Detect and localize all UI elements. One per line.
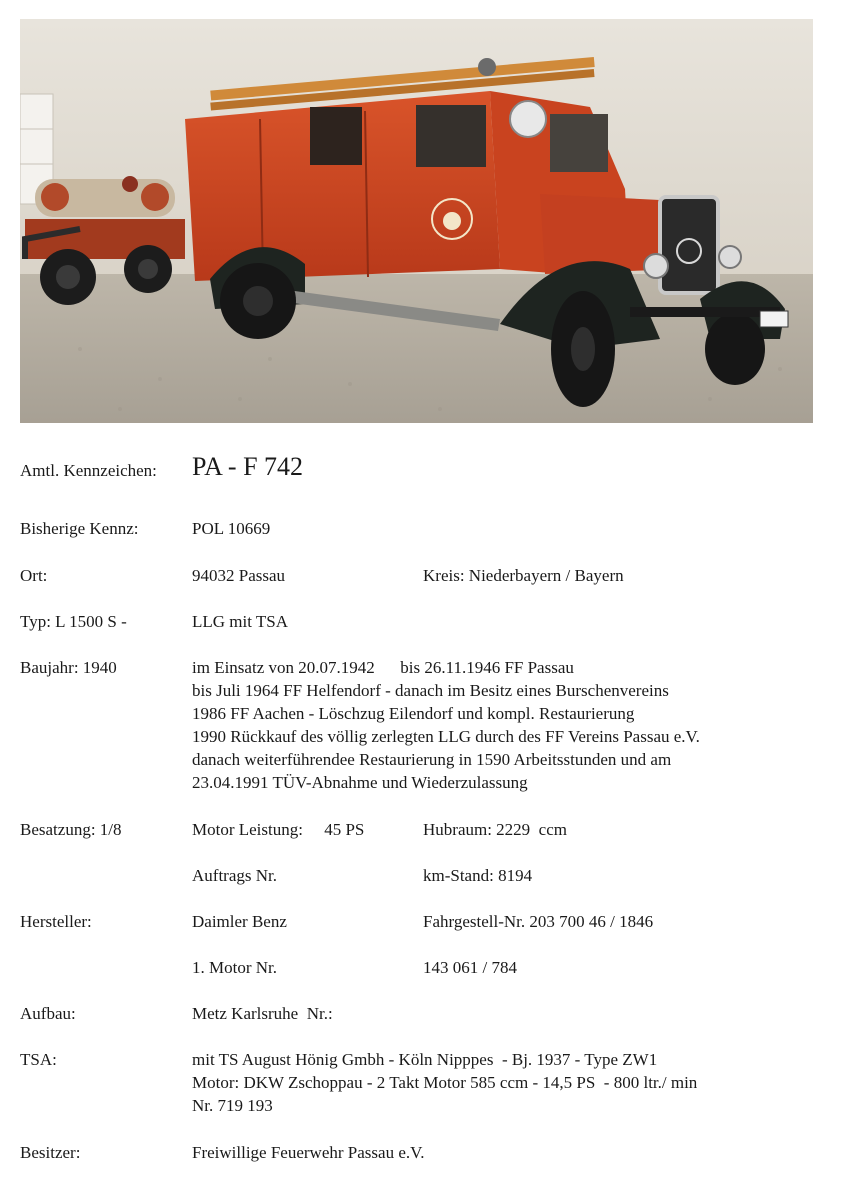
value-km-stand: km-Stand: 8194 [423,866,533,885]
baujahr-line-1: im Einsatz von 20.07.1942 bis 26.11.1946 FF Passau [192,658,574,677]
value-typ: LLG mit TSA [192,612,289,631]
tsa-line-3: Nr. 719 193 [192,1096,273,1115]
baujahr-line-6: 23.04.1991 TÜV-Abnahme und Wiederzulassung [192,773,528,792]
value-motor-nr-label: 1. Motor Nr. [192,958,277,977]
label-baujahr: Baujahr: 1940 [20,658,117,677]
label-kennzeichen: Amtl. Kennzeichen: [20,461,157,480]
value-hersteller: Daimler Benz [192,912,287,931]
value-ort: 94032 Passau [192,566,286,585]
label-bisherige: Bisherige Kennz: [20,519,139,538]
label-tsa: TSA: [20,1050,57,1069]
value-besitzer: Freiwillige Feuerwehr Passau e.V. [192,1143,425,1162]
fire-truck-photo [20,19,813,423]
value-bisherige: POL 10669 [192,519,271,538]
baujahr-line-4: 1990 Rückkauf des völlig zerlegten LLG durch des FF Vereins Passau e.V. [192,727,700,746]
value-motor-leistung: Motor Leistung: 45 PS [192,820,365,839]
baujahr-line-2: bis Juli 1964 FF Helfendorf - danach im Besitz eines Burschenvereins [192,681,669,700]
label-ort: Ort: [20,566,48,585]
label-typ: Typ: L 1500 S - [20,612,127,631]
tsa-line-1: mit TS August Hönig Gmbh - Köln Nipppes - Bj. 1937 - Type ZW1 [192,1050,658,1069]
label-hersteller: Hersteller: [20,912,92,931]
value-kennzeichen: PA - F 742 [192,452,304,481]
value-auftrags-nr: Auftrags Nr. [192,866,277,885]
value-fahrgestell: Fahrgestell-Nr. 203 700 46 / 1846 [423,912,654,931]
tsa-line-2: Motor: DKW Zschoppau - 2 Takt Motor 585 ccm - 14,5 PS - 800 ltr./ min [192,1073,698,1092]
value-hubraum: Hubraum: 2229 ccm [423,820,567,839]
label-aufbau: Aufbau: [20,1004,76,1023]
value-kreis: Kreis: Niederbayern / Bayern [423,566,624,585]
value-aufbau: Metz Karlsruhe Nr.: [192,1004,333,1023]
value-motor-nr: 143 061 / 784 [423,958,517,977]
label-besatzung: Besatzung: 1/8 [20,820,122,839]
baujahr-line-3: 1986 FF Aachen - Löschzug Eilendorf und kompl. Restaurierung [192,704,635,723]
label-besitzer: Besitzer: [20,1143,81,1162]
baujahr-line-5: danach weiterführendee Restaurierung in 1590 Arbeitsstunden und am [192,750,672,769]
